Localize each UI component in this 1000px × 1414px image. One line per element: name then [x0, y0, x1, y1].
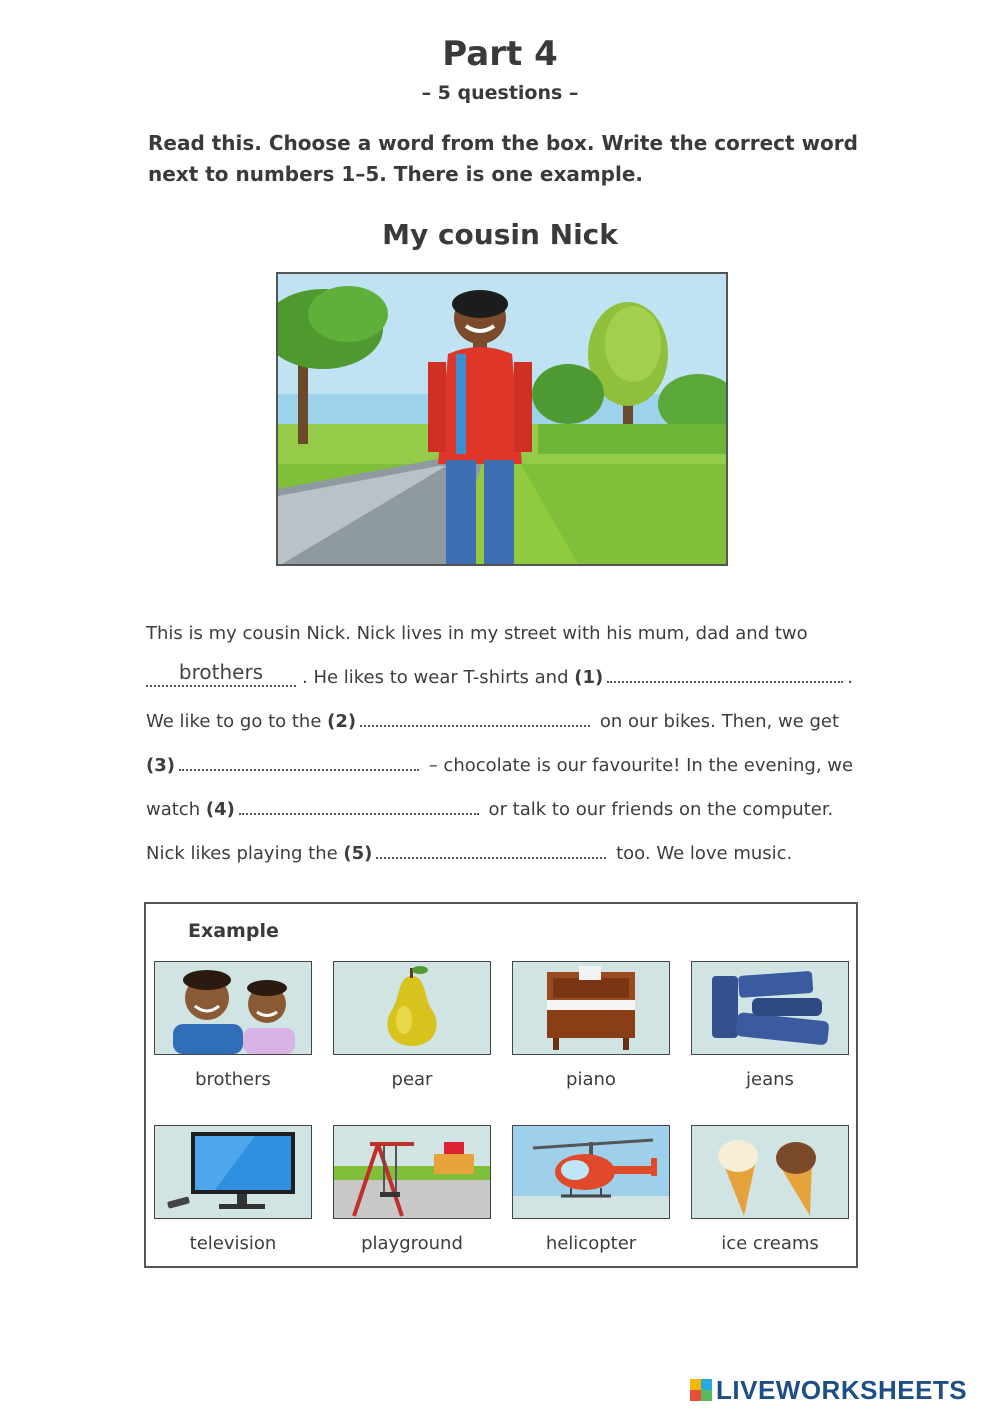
word-label: helicopter: [545, 1233, 637, 1254]
passage-line-4: (3) – chocolate is our favourite! In the evening, we: [146, 744, 866, 788]
passage-line-6: Nick likes playing the (5) too. We love music.: [146, 832, 866, 876]
answer-blank-2[interactable]: [360, 703, 590, 727]
page-subtitle: – 5 questions –: [421, 82, 579, 104]
liveworksheets-logo: [690, 1375, 967, 1405]
word-label: playground: [361, 1233, 463, 1254]
example-answer: brothers: [146, 659, 296, 687]
question-2-number: (2): [327, 711, 357, 732]
passage-line-2: brothers . He likes to wear T-shirts and (1) .: [146, 656, 866, 700]
page-title: Part 4: [442, 34, 558, 74]
question-4-number: (4): [205, 799, 235, 820]
word-tile-pear: [333, 961, 491, 1090]
word-label: television: [189, 1233, 277, 1254]
instructions: [148, 128, 868, 190]
answer-blank-1[interactable]: [607, 659, 843, 683]
word-label: pear: [391, 1069, 433, 1090]
story-title: My cousin Nick: [382, 218, 618, 251]
pear-icon: [334, 962, 490, 1054]
boy-walking-in-park-image: [278, 274, 726, 564]
passage-line-1: This is my cousin Nick. Nick lives in my street with his mum, dad and two: [146, 623, 808, 644]
passage-line-3: We like to go to the (2) on our bikes. Then, we get: [146, 700, 866, 744]
question-3-number: (3): [146, 755, 175, 776]
question-1-number: (1): [574, 667, 604, 688]
television-icon: [155, 1126, 311, 1218]
piano-icon: [513, 962, 669, 1054]
word-label: brothers: [195, 1069, 271, 1090]
answer-blank-5[interactable]: [376, 835, 606, 859]
word-tile-television: [154, 1125, 312, 1254]
word-tile-piano: [512, 961, 670, 1090]
word-label: jeans: [746, 1069, 794, 1090]
helicopter-icon: [513, 1126, 669, 1218]
word-tile-helicopter: [512, 1125, 670, 1254]
story-passage: [146, 612, 866, 876]
word-tile-brothers: [154, 961, 312, 1090]
jeans-icon: [692, 962, 848, 1054]
word-tile-ice-creams: [691, 1125, 849, 1254]
ice-cream-icon: [692, 1126, 848, 1218]
word-tile-playground: [333, 1125, 491, 1254]
passage-line-5: watch (4) or talk to our friends on the computer.: [146, 788, 866, 832]
playground-icon: [334, 1126, 490, 1218]
instructions-line-1: Read this. Choose a word from the box. Write the correct word: [148, 131, 858, 155]
brothers-icon: [155, 962, 311, 1054]
answer-blank-4[interactable]: [239, 791, 479, 815]
word-tile-jeans: [691, 961, 849, 1090]
logo-mark-icon: [690, 1379, 712, 1401]
instructions-line-2: next to numbers 1–5. There is one example.: [148, 162, 644, 186]
word-label: piano: [566, 1069, 616, 1090]
story-illustration: [276, 272, 728, 566]
word-box: [144, 902, 858, 1268]
question-5-number: (5): [343, 843, 373, 864]
logo-text: LIVEWORKSHEETS: [716, 1374, 968, 1405]
answer-blank-3[interactable]: [179, 747, 419, 771]
word-label: ice creams: [721, 1233, 819, 1254]
example-heading: Example: [188, 920, 279, 942]
